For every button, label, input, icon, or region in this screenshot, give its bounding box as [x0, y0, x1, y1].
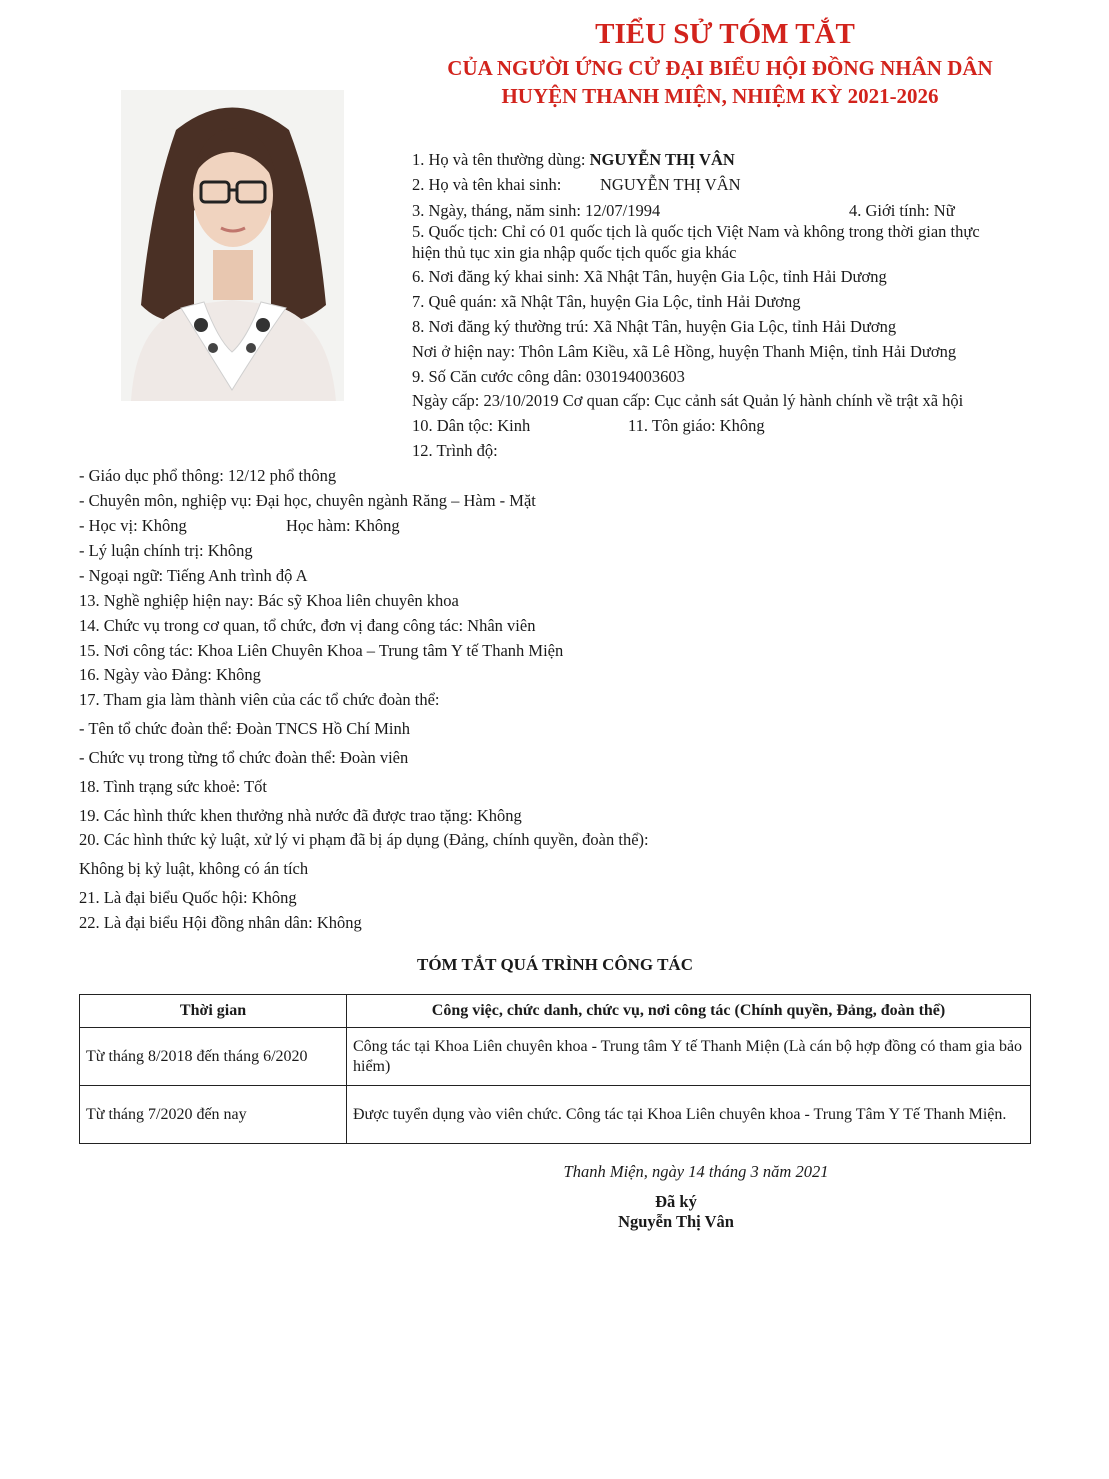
info-line-16: 16. Ngày vào Đảng: Không [79, 665, 261, 684]
education-political-theory: - Lý luận chính trị: Không [79, 541, 253, 560]
column-header-time: Thời gian [80, 995, 347, 1028]
signature-status: Đã ký [655, 1192, 697, 1211]
info-line-2-label: 2. Họ và tên khai sinh: [412, 175, 562, 194]
info-line-17b: - Chức vụ trong từng tổ chức đoàn thể: Đoàn viên [79, 748, 409, 767]
info-line-8b: Nơi ở hiện nay: Thôn Lâm Kiều, xã Lê Hồng, huyện Thanh Miện, tỉnh Hải Dương [412, 342, 957, 361]
info-line-5a: 5. Quốc tịch: Chỉ có 01 quốc tịch là quốc tịch Việt Nam và không trong thời gian thực [412, 222, 980, 241]
signature-place-date: Thanh Miện, ngày 14 tháng 3 năm 2021 [563, 1162, 829, 1181]
education-degree: - Học vị: Không [79, 516, 187, 535]
info-line-2-value: NGUYỄN THỊ VÂN [600, 175, 741, 194]
education-professional: - Chuyên môn, nghiệp vụ: Đại học, chuyên ngành Răng – Hàm - Mặt [79, 491, 536, 510]
info-line-21: 21. Là đại biểu Quốc hội: Không [79, 888, 297, 907]
info-line-18: 18. Tình trạng sức khoẻ: Tốt [79, 777, 267, 796]
info-line-1: 1. Họ và tên thường dùng: NGUYỄN THỊ VÂN [412, 150, 735, 169]
education-academic-title: Học hàm: Không [286, 516, 400, 535]
row-description: Được tuyển dụng vào viên chức. Công tác tại Khoa Liên chuyên khoa - Trung Tâm Y Tế Thanh Miện. [347, 1086, 1031, 1144]
info-line-12: 12. Trình độ: [412, 441, 498, 460]
portrait-photo [121, 90, 344, 401]
education-general: - Giáo dục phổ thông: 12/12 phổ thông [79, 466, 337, 485]
info-line-3: 3. Ngày, tháng, năm sinh: 12/07/1994 [412, 201, 661, 220]
row-description: Công tác tại Khoa Liên chuyên khoa - Trung tâm Y tế Thanh Miện (Là cán bộ hợp đồng có tham gia bảo hiểm) [347, 1028, 1031, 1086]
info-line-7: 7. Quê quán: xã Nhật Tân, huyện Gia Lộc, tỉnh Hải Dương [412, 292, 801, 311]
info-line-20b: Không bị kỷ luật, không có án tích [79, 859, 309, 878]
info-line-9b: Ngày cấp: 23/10/2019 Cơ quan cấp: Cục cảnh sát Quản lý hành chính về trật xã hội [412, 391, 964, 410]
info-line-22: 22. Là đại biểu Hội đồng nhân dân: Không [79, 913, 362, 932]
column-header-description: Công việc, chức danh, chức vụ, nơi công tác (Chính quyền, Đảng, đoàn thể) [347, 995, 1031, 1028]
info-line-13: 13. Nghề nghiệp hiện nay: Bác sỹ Khoa liên chuyên khoa [79, 591, 459, 610]
info-line-14: 14. Chức vụ trong cơ quan, tổ chức, đơn vị đang công tác: Nhân viên [79, 616, 536, 635]
info-line-9: 9. Số Căn cước công dân: 030194003603 [412, 367, 685, 386]
table-row [80, 1028, 1031, 1086]
info-line-11: 11. Tôn giáo: Không [628, 416, 765, 435]
info-line-8: 8. Nơi đăng ký thường trú: Xã Nhật Tân, huyện Gia Lộc, tỉnh Hải Dương [412, 317, 897, 336]
info-line-6: 6. Nơi đăng ký khai sinh: Xã Nhật Tân, huyện Gia Lộc, tỉnh Hải Dương [412, 267, 887, 286]
work-history-table [79, 994, 1031, 1144]
info-line-17: 17. Tham gia làm thành viên của các tổ chức đoàn thể: [79, 690, 440, 709]
signer-name: Nguyễn Thị Vân [618, 1212, 734, 1231]
info-line-17a: - Tên tổ chức đoàn thể: Đoàn TNCS Hồ Chí Minh [79, 719, 410, 738]
info-line-20: 20. Các hình thức kỷ luật, xử lý vi phạm đã bị áp dụng (Đảng, chính quyền, đoàn thể): [79, 830, 649, 849]
row-time: Từ tháng 8/2018 đến tháng 6/2020 [80, 1028, 347, 1086]
info-line-5b: hiện thủ tục xin gia nhập quốc tịch quốc gia khác [412, 243, 737, 262]
document-subtitle-line1: CỦA NGƯỜI ỨNG CỬ ĐẠI BIỂU HỘI ĐỒNG NHÂN DÂN [447, 56, 993, 80]
info-line-15: 15. Nơi công tác: Khoa Liên Chuyên Khoa – Trung tâm Y tế Thanh Miện [79, 641, 564, 660]
table-row [80, 1086, 1031, 1144]
info-line-4: 4. Giới tính: Nữ [849, 201, 955, 220]
info-line-19: 19. Các hình thức khen thưởng nhà nước đã được trao tặng: Không [79, 806, 522, 825]
work-history-title: TÓM TẮT QUÁ TRÌNH CÔNG TÁC [417, 955, 693, 974]
info-line-10: 10. Dân tộc: Kinh [412, 416, 531, 435]
document-subtitle-line2: HUYỆN THANH MIỆN, NHIỆM KỲ 2021-2026 [501, 84, 939, 108]
education-foreign-language: - Ngoại ngữ: Tiếng Anh trình độ A [79, 566, 308, 585]
table-header-row [80, 995, 1031, 1028]
row-time: Từ tháng 7/2020 đến nay [80, 1086, 347, 1144]
document-title: TIỂU SỬ TÓM TẮT [595, 18, 855, 50]
